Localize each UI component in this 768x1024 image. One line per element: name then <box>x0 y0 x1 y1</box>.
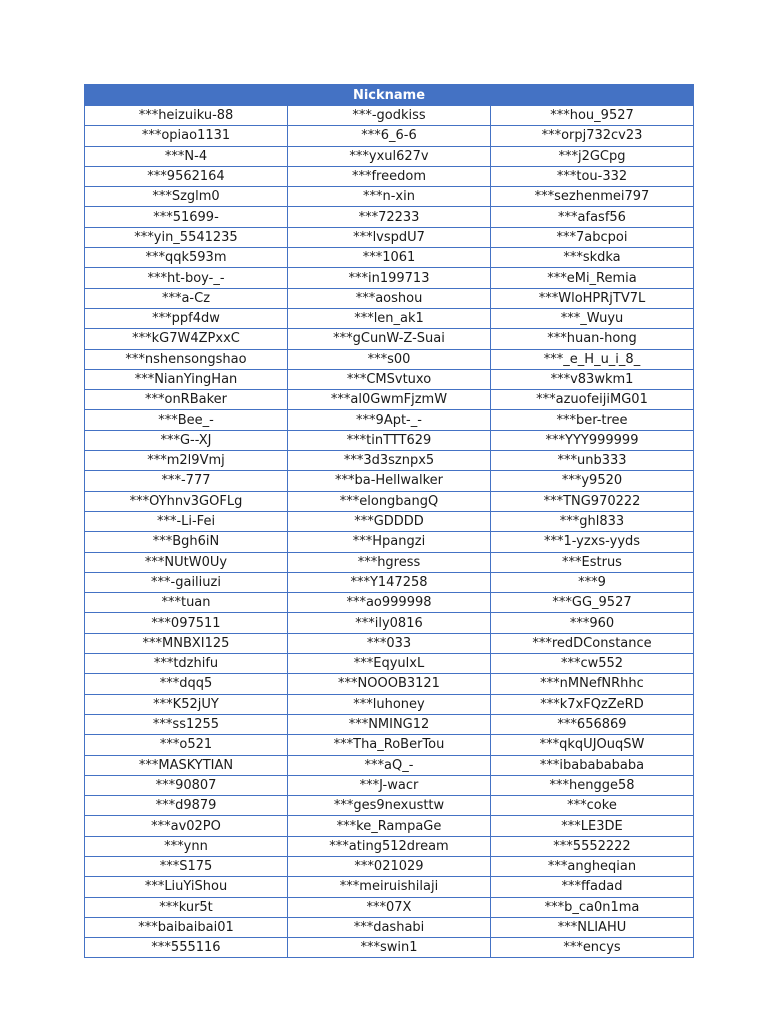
nickname-cell: ***NOOOB3121 <box>288 674 491 694</box>
nickname-cell: ***Estrus <box>491 552 694 572</box>
nickname-cell: ***len_ak1 <box>288 308 491 328</box>
nickname-cell: ***meiruishilaji <box>288 877 491 897</box>
table-row <box>85 917 694 937</box>
nickname-cell: ***OYhnv3GOFLg <box>85 491 288 511</box>
nickname-cell: ***lvspdU7 <box>288 227 491 247</box>
nickname-cell: ***hou_9527 <box>491 106 694 126</box>
table-row <box>85 816 694 836</box>
nickname-table <box>84 84 694 958</box>
nickname-cell: ***5552222 <box>491 836 694 856</box>
nickname-cell: ***azuofeijiMG01 <box>491 390 694 410</box>
nickname-cell: ***elongbangQ <box>288 491 491 511</box>
table-row <box>85 633 694 653</box>
nickname-cell: ***1-yzxs-yyds <box>491 532 694 552</box>
nickname-cell: ***NLIAHU <box>491 917 694 937</box>
nickname-cell: ***NianYingHan <box>85 369 288 389</box>
nickname-cell: ***yin_5541235 <box>85 227 288 247</box>
nickname-cell: ***ber-tree <box>491 410 694 430</box>
nickname-cell: ***656869 <box>491 714 694 734</box>
nickname-header: Nickname <box>85 85 694 106</box>
table-row <box>85 552 694 572</box>
nickname-cell: ***Bgh6iN <box>85 532 288 552</box>
table-row <box>85 491 694 511</box>
nickname-cell: ***NUtW0Uy <box>85 552 288 572</box>
table-row <box>85 451 694 471</box>
nickname-cell: ***qqk593m <box>85 248 288 268</box>
table-row <box>85 938 694 958</box>
nickname-cell: ***9Apt-_- <box>288 410 491 430</box>
table-row <box>85 329 694 349</box>
nickname-cell: ***ppf4dw <box>85 308 288 328</box>
nickname-cell: ***-godkiss <box>288 106 491 126</box>
nickname-cell: ***cw552 <box>491 654 694 674</box>
nickname-cell: ***Bee_- <box>85 410 288 430</box>
nickname-cell: ***Tha_RoBerTou <box>288 735 491 755</box>
nickname-cell: ***WloHPRjTV7L <box>491 288 694 308</box>
nickname-cell: ***k7xFQzZeRD <box>491 694 694 714</box>
nickname-cell: ***b_ca0n1ma <box>491 897 694 917</box>
nickname-cell: ***MASKYTIAN <box>85 755 288 775</box>
nickname-cell: ***7abcpoi <box>491 227 694 247</box>
table-row <box>85 654 694 674</box>
nickname-cell: ***dashabi <box>288 917 491 937</box>
nickname-cell: ***LE3DE <box>491 816 694 836</box>
nickname-cell: ***_Wuyu <box>491 308 694 328</box>
table-row <box>85 349 694 369</box>
table-row <box>85 187 694 207</box>
table-row <box>85 856 694 876</box>
table-row <box>85 877 694 897</box>
table-row <box>85 207 694 227</box>
nickname-cell: ***Szglm0 <box>85 187 288 207</box>
table-row <box>85 775 694 795</box>
table-row <box>85 735 694 755</box>
nickname-cell: ***o521 <box>85 735 288 755</box>
nickname-cell: ***swin1 <box>288 938 491 958</box>
table-row <box>85 755 694 775</box>
nickname-cell: ***av02PO <box>85 816 288 836</box>
nickname-cell: ***J-wacr <box>288 775 491 795</box>
nickname-cell: ***d9879 <box>85 796 288 816</box>
nickname-cell: ***al0GwmFjzmW <box>288 390 491 410</box>
nickname-cell: ***m2l9Vmj <box>85 451 288 471</box>
nickname-cell: ***ily0816 <box>288 613 491 633</box>
nickname-cell: ***GDDDD <box>288 511 491 531</box>
nickname-cell: ***tdzhifu <box>85 654 288 674</box>
nickname-cell: ***y9520 <box>491 471 694 491</box>
nickname-cell: ***aoshou <box>288 288 491 308</box>
nickname-cell: ***Hpangzi <box>288 532 491 552</box>
nickname-cell: ***07X <box>288 897 491 917</box>
nickname-cell: ***n-xin <box>288 187 491 207</box>
nickname-cell: ***-777 <box>85 471 288 491</box>
nickname-cell: ***gCunW-Z-Suai <box>288 329 491 349</box>
nickname-cell: ***GG_9527 <box>491 593 694 613</box>
nickname-cell: ***angheqian <box>491 856 694 876</box>
nickname-cell: ***s00 <box>288 349 491 369</box>
nickname-cell: ***-Li-Fei <box>85 511 288 531</box>
table-row <box>85 106 694 126</box>
nickname-cell: ***qkqUJOuqSW <box>491 735 694 755</box>
nickname-cell: ***opiao1131 <box>85 126 288 146</box>
nickname-cell: ***EqyulxL <box>288 654 491 674</box>
nickname-cell: ***redDConstance <box>491 633 694 653</box>
header-row <box>85 85 694 106</box>
nickname-cell: ***K52jUY <box>85 694 288 714</box>
nickname-cell: ***dqq5 <box>85 674 288 694</box>
table-row <box>85 430 694 450</box>
nickname-cell: ***a-Cz <box>85 288 288 308</box>
table-row <box>85 532 694 552</box>
nickname-cell: ***heizuiku-88 <box>85 106 288 126</box>
nickname-cell: ***ges9nexusttw <box>288 796 491 816</box>
nickname-cell: ***sezhenmei797 <box>491 187 694 207</box>
nickname-cell: ***3d3sznpx5 <box>288 451 491 471</box>
nickname-cell: ***LiuYiShou <box>85 877 288 897</box>
nickname-cell: ***NMING12 <box>288 714 491 734</box>
nickname-cell: ***nMNefNRhhc <box>491 674 694 694</box>
nickname-cell: ***YYY999999 <box>491 430 694 450</box>
nickname-cell: ***hengge58 <box>491 775 694 795</box>
nickname-cell: ***ke_RampaGe <box>288 816 491 836</box>
nickname-cell: ***ghl833 <box>491 511 694 531</box>
nickname-cell: ***tinTTT629 <box>288 430 491 450</box>
nickname-cell: ***baibaibai01 <box>85 917 288 937</box>
nickname-cell: ***afasf56 <box>491 207 694 227</box>
table-row <box>85 248 694 268</box>
nickname-cell: ***aQ_- <box>288 755 491 775</box>
table-row <box>85 511 694 531</box>
nickname-cell: ***ffadad <box>491 877 694 897</box>
table-row <box>85 593 694 613</box>
nickname-cell: ***033 <box>288 633 491 653</box>
nickname-cell: ***Y147258 <box>288 572 491 592</box>
nickname-cell: ***ao999998 <box>288 593 491 613</box>
nickname-cell: ***hgress <box>288 552 491 572</box>
nickname-cell: ***luhoney <box>288 694 491 714</box>
table-row <box>85 390 694 410</box>
nickname-cell: ***kG7W4ZPxxC <box>85 329 288 349</box>
nickname-cell: ***72233 <box>288 207 491 227</box>
table-body <box>85 106 694 958</box>
nickname-cell: ***ynn <box>85 836 288 856</box>
table-row <box>85 836 694 856</box>
nickname-cell: ***freedom <box>288 166 491 186</box>
table-row <box>85 146 694 166</box>
table-row <box>85 694 694 714</box>
nickname-cell: ***v83wkm1 <box>491 369 694 389</box>
nickname-cell: ***51699- <box>85 207 288 227</box>
nickname-cell: ***onRBaker <box>85 390 288 410</box>
nickname-cell: ***9 <box>491 572 694 592</box>
nickname-cell: ***in199713 <box>288 268 491 288</box>
table-row <box>85 288 694 308</box>
nickname-cell: ***MNBXI125 <box>85 633 288 653</box>
table-row <box>85 714 694 734</box>
nickname-cell: ***1061 <box>288 248 491 268</box>
nickname-cell: ***G--XJ <box>85 430 288 450</box>
nickname-cell: ***021029 <box>288 856 491 876</box>
nickname-cell: ***097511 <box>85 613 288 633</box>
nickname-cell: ***ba-Hellwalker <box>288 471 491 491</box>
table-row <box>85 369 694 389</box>
table-row <box>85 227 694 247</box>
nickname-cell: ***unb333 <box>491 451 694 471</box>
nickname-cell: ***skdka <box>491 248 694 268</box>
nickname-cell: ***huan-hong <box>491 329 694 349</box>
table-row <box>85 410 694 430</box>
nickname-cell: ***9562164 <box>85 166 288 186</box>
nickname-cell: ***-gailiuzi <box>85 572 288 592</box>
table-row <box>85 613 694 633</box>
nickname-cell: ***CMSvtuxo <box>288 369 491 389</box>
nickname-cell: ***6_6-6 <box>288 126 491 146</box>
nickname-sheet <box>84 84 693 958</box>
nickname-cell: ***ating512dream <box>288 836 491 856</box>
nickname-cell: ***orpj732cv23 <box>491 126 694 146</box>
nickname-cell: ***coke <box>491 796 694 816</box>
nickname-cell: ***nshensongshao <box>85 349 288 369</box>
table-row <box>85 268 694 288</box>
nickname-cell: ***j2GCpg <box>491 146 694 166</box>
nickname-cell: ***ibababababa <box>491 755 694 775</box>
nickname-cell: ***yxul627v <box>288 146 491 166</box>
nickname-cell: ***90807 <box>85 775 288 795</box>
table-row <box>85 166 694 186</box>
nickname-cell: ***N-4 <box>85 146 288 166</box>
nickname-cell: ***555116 <box>85 938 288 958</box>
nickname-cell: ***960 <box>491 613 694 633</box>
nickname-cell: ***eMi_Remia <box>491 268 694 288</box>
nickname-cell: ***_e_H_u_i_8_ <box>491 349 694 369</box>
nickname-cell: ***encys <box>491 938 694 958</box>
nickname-cell: ***TNG970222 <box>491 491 694 511</box>
table-row <box>85 674 694 694</box>
table-row <box>85 471 694 491</box>
table-row <box>85 572 694 592</box>
nickname-cell: ***kur5t <box>85 897 288 917</box>
nickname-cell: ***tuan <box>85 593 288 613</box>
table-row <box>85 897 694 917</box>
table-row <box>85 796 694 816</box>
nickname-cell: ***ht-boy-_- <box>85 268 288 288</box>
nickname-cell: ***S175 <box>85 856 288 876</box>
table-row <box>85 308 694 328</box>
table-row <box>85 126 694 146</box>
nickname-cell: ***ss1255 <box>85 714 288 734</box>
nickname-cell: ***tou-332 <box>491 166 694 186</box>
